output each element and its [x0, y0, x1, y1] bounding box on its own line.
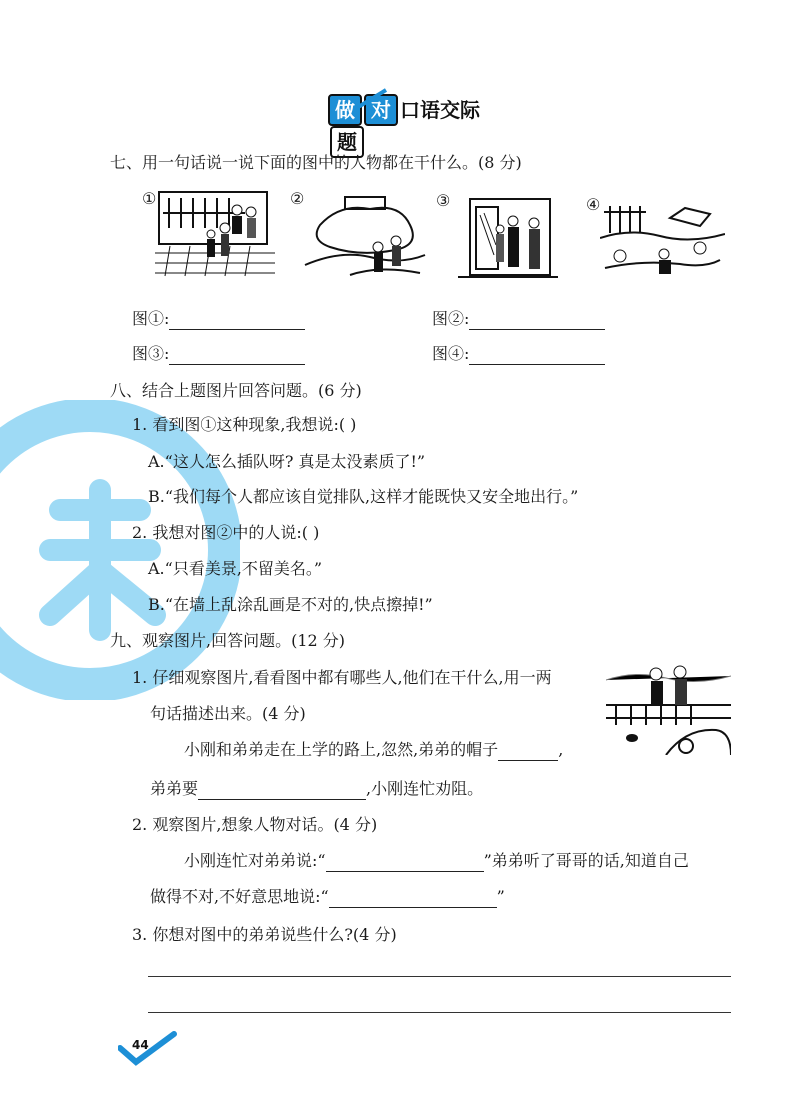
banner-box-2: 对 — [364, 94, 398, 126]
fill-c-text: 小刚连忙对弟弟说:“ — [184, 851, 326, 870]
banner-box-1: 做 — [328, 94, 362, 126]
q8-item-1: 1. 看到图①这种现象,我想说:( ) — [132, 415, 357, 434]
writing-line-2[interactable] — [148, 1012, 731, 1013]
q8-item-2-option-b: B.“在墙上乱涂乱画是不对的,快点擦掉!” — [148, 595, 433, 614]
pic-number-4: ④ — [586, 195, 601, 214]
q7-answer-4 — [432, 343, 605, 365]
answer-blank-4[interactable] — [469, 346, 605, 365]
answer-blank-3[interactable] — [169, 346, 305, 365]
q7-answer-3 — [132, 343, 305, 365]
page-number: 44 — [132, 1038, 149, 1052]
section-banner — [328, 94, 508, 154]
q9-item-1-fill-b — [150, 778, 483, 800]
q8-item-2: 2. 我想对图②中的人说:( ) — [132, 523, 320, 542]
page-number-badge — [118, 1030, 178, 1066]
fill-b-text: 弟弟要 — [150, 779, 199, 798]
q9-item-1-fill-a — [184, 739, 563, 761]
fill-c-end: ”弟弟听了哥哥的话,知道自己 — [483, 851, 689, 870]
brother-action-blank[interactable] — [198, 781, 366, 800]
q9-heading: 九、观察图片,回答问题。(12 分) — [110, 631, 346, 650]
fill-a-end: , — [558, 740, 564, 759]
answer-blank-2[interactable] — [469, 311, 605, 330]
q9-item-1-line-1: 1. 仔细观察图片,看看图中都有哪些人,他们在干什么,用一两 — [132, 668, 552, 687]
checkmark-icon — [348, 88, 388, 108]
q9-item-2-fill-a — [184, 850, 689, 872]
fill-d-text: 做得不对,不好意思地说:“ — [150, 887, 329, 906]
fill-b-end: ,小刚连忙劝阻。 — [366, 779, 484, 798]
pic-number-2: ② — [290, 189, 305, 208]
watermark-seal — [0, 400, 240, 700]
label-pic-2: 图②: — [432, 309, 470, 328]
doorway-scene-illustration — [458, 195, 558, 280]
q7-answer-1 — [132, 308, 305, 330]
label-pic-3: 图③: — [132, 344, 170, 363]
answer-blank-1[interactable] — [169, 311, 305, 330]
bus-queue-illustration — [155, 188, 275, 278]
hat-blank[interactable] — [498, 742, 558, 761]
pic-number-1: ① — [142, 189, 157, 208]
graffiti-scene-illustration — [300, 195, 430, 285]
dialogue-blank-2[interactable] — [329, 889, 497, 908]
q9-item-2-fill-b — [150, 886, 505, 908]
fill-a-text: 小刚和弟弟走在上学的路上,忽然,弟弟的帽子 — [184, 740, 499, 759]
q9-item-2: 2. 观察图片,想象人物对话。(4 分) — [132, 815, 378, 834]
label-pic-1: 图①: — [132, 309, 170, 328]
boys-on-road-illustration — [606, 660, 731, 755]
fill-d-end: ” — [496, 887, 505, 906]
banner-box-3: 题 — [330, 126, 364, 158]
q8-item-2-option-a: A.“只看美景,不留美名。” — [148, 559, 323, 578]
dialogue-blank-1[interactable] — [326, 853, 484, 872]
label-pic-4: 图④: — [432, 344, 470, 363]
flowerbed-scene-illustration — [600, 198, 725, 283]
q7-answer-2 — [432, 308, 605, 330]
q7-heading: 七、用一句话说一说下面的图中的人物都在干什么。(8 分) — [110, 153, 522, 172]
pic-number-3: ③ — [436, 191, 451, 210]
writing-line-1[interactable] — [148, 976, 731, 977]
q8-item-1-option-b: B.“我们每个人都应该自觉排队,这样才能既快又安全地出行。” — [148, 487, 579, 506]
q8-item-1-option-a: A.“这人怎么插队呀? 真是太没素质了!” — [148, 452, 426, 471]
q9-item-3: 3. 你想对图中的弟弟说些什么?(4 分) — [132, 925, 397, 944]
q9-item-1-line-2: 句话描述出来。(4 分) — [150, 704, 306, 723]
banner-text: 口语交际 — [400, 98, 480, 122]
q8-heading: 八、结合上题图片回答问题。(6 分) — [110, 381, 362, 400]
